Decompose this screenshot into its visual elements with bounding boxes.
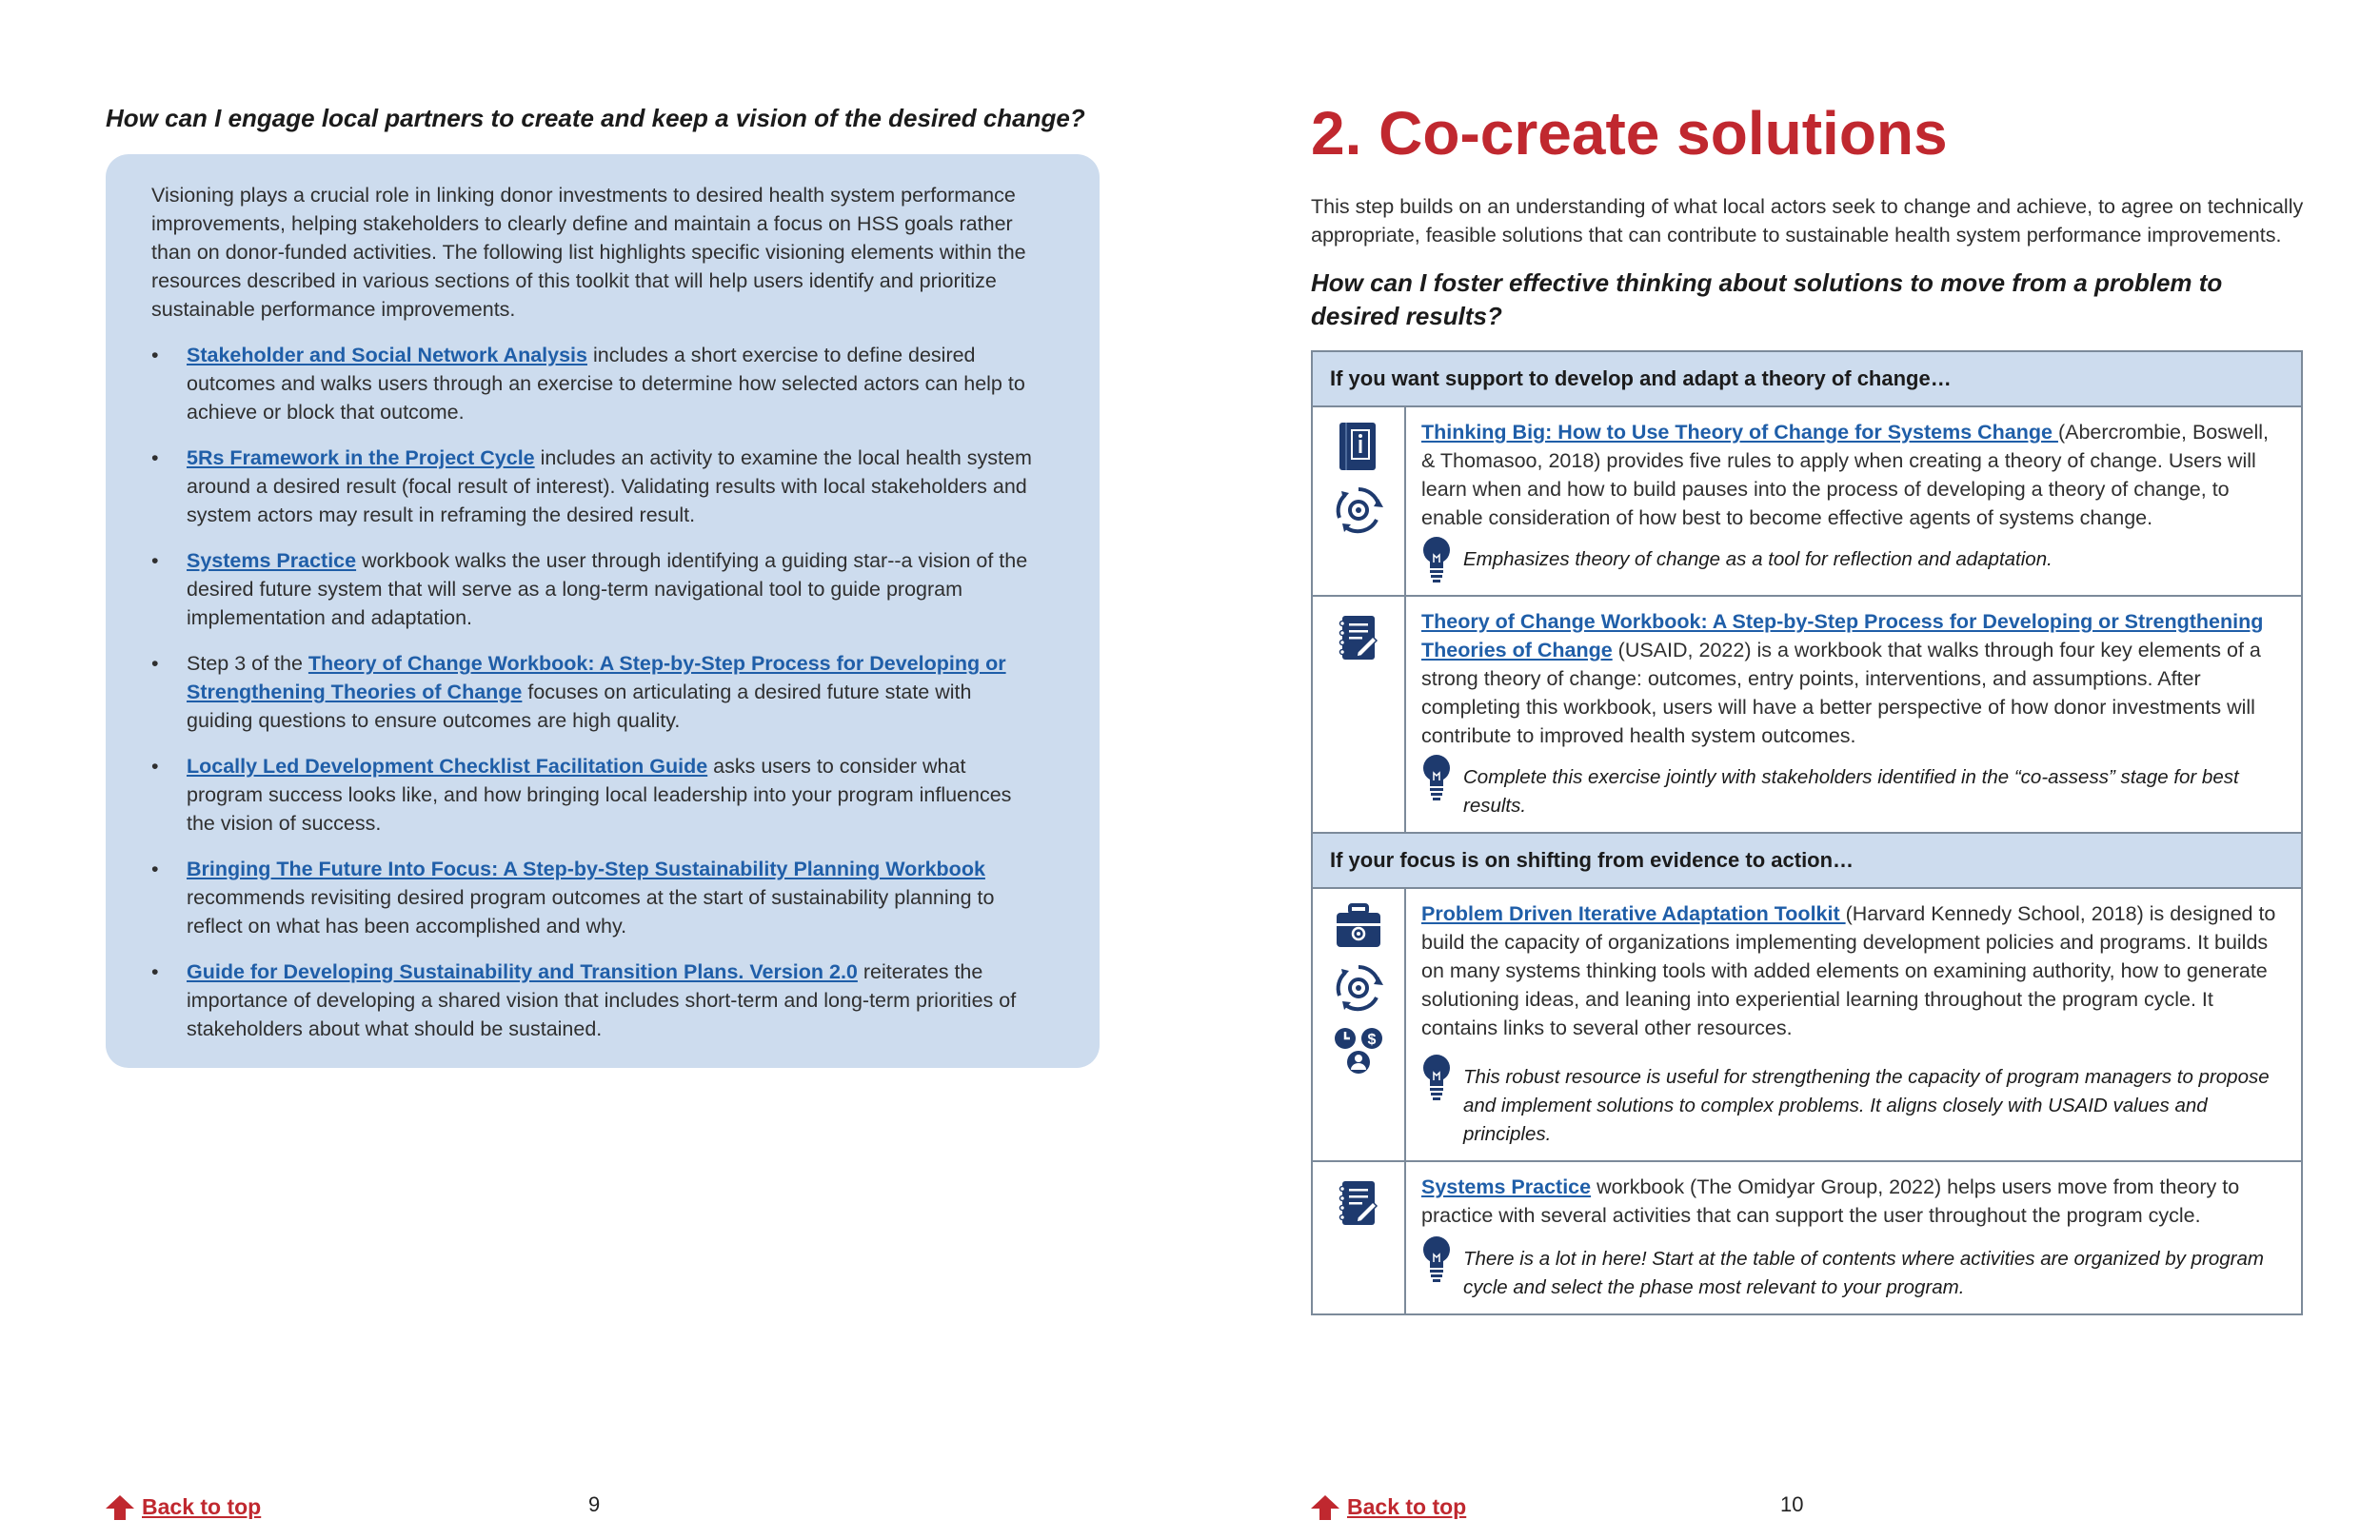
notebook-icon: [1337, 1177, 1380, 1229]
section-intro: This step builds on an understanding of what local actors seek to change and achieve, to agree on technically appropriate, feasible solutions that can contribute to sustainable health system performance improvements.: [1311, 195, 2304, 247]
svg-text:$: $: [1367, 1032, 1377, 1048]
systems-practice-link[interactable]: Systems Practice: [1421, 1175, 1592, 1198]
page-number: 10: [1780, 1492, 1804, 1516]
systems-cycle-icon: [1332, 484, 1385, 537]
list-item: • Locally Led Development Checklist Facilitation Guide asks users to consider what program success looks like, and how bringing local leadership into your program influences the vision of success.: [151, 755, 1012, 835]
resource-table: [1311, 350, 2303, 1315]
up-arrow-icon: [1311, 1495, 1339, 1520]
lightbulb-icon: [1421, 754, 1452, 801]
thinking-big-link[interactable]: Thinking Big: How to Use Theory of Change for Systems Change: [1421, 421, 2058, 444]
list-item: • 5Rs Framework in the Project Cycle includes an activity to examine the local health system around a desired result (focal result of interest). Validating results with local stakeholders and system actors may result in reframing the desired result.: [151, 446, 1032, 526]
systems-cycle-icon: [1332, 961, 1385, 1015]
notebook-icon: [1337, 612, 1380, 663]
future-into-focus-link[interactable]: Bringing The Future Into Focus: A Step-by-Step Sustainability Planning Workbook: [187, 858, 985, 880]
back-to-top-link[interactable]: Back to top: [106, 1494, 261, 1520]
visioning-panel: [106, 154, 1100, 1068]
table-row: Systems Practice workbook (The Omidyar Group, 2022) helps users move from theory to practice with several activities that can support the user throughout the program cycle. There is a lot in here! Start at the table of contents where activities are organized by program cycle and select the phase most relevant to your program.: [1312, 1161, 2302, 1314]
tip-callout: There is a lot in here! Start at the table of contents where activities are organized by program cycle and select the phase most relevant to your program.: [1421, 1239, 2284, 1302]
pdia-toolkit-link[interactable]: Problem Driven Iterative Adaptation Toolkit: [1421, 902, 1846, 925]
tip-callout: Complete this exercise jointly with stakeholders identified in the “co-assess” stage for best results.: [1421, 758, 2284, 820]
stakeholder-analysis-link[interactable]: Stakeholder and Social Network Analysis: [187, 344, 587, 366]
locally-led-checklist-link[interactable]: Locally Led Development Checklist Facilitation Guide: [187, 755, 708, 778]
lightbulb-icon: [1421, 536, 1452, 583]
toolbox-icon: [1335, 902, 1382, 950]
list-item: • Stakeholder and Social Network Analysis includes a short exercise to define desired outcomes and walks users through an exercise to determine how selected actors can help to achieve or block that outcome.: [151, 344, 1025, 424]
back-to-top-link[interactable]: Back to top: [1311, 1494, 1466, 1520]
lightbulb-icon: [1421, 1054, 1452, 1101]
section-heading: 2. Co-create solutions: [1311, 99, 1948, 168]
visioning-intro: Visioning plays a crucial role in linking donor investments to desired health system performance improvements, helping stakeholders to clearly define and maintain a focus on HSS goals rather than on donor-funded activities. The following list highlights specific visioning elements within the resources described in various sections of this toolkit that will help users identify and prioritize sustainable performance improvements.: [151, 184, 1026, 321]
table-section-header: If you want support to develop and adapt a theory of change…: [1312, 351, 2302, 406]
list-item: • Guide for Developing Sustainability and Transition Plans. Version 2.0 reiterates the importance of developing a shared vision that includes short-term and long-term priorities of stakeholders about what should be sustained.: [151, 960, 1017, 1040]
list-item: • Bringing The Future Into Focus: A Step-by-Step Sustainability Planning Workbook recommends revisiting desired program outcomes at the start of sustainability planning to reflect on what has been accomplished and why.: [151, 858, 995, 938]
systems-practice-link[interactable]: Systems Practice: [187, 549, 357, 572]
list-item: • Systems Practice workbook walks the user through identifying a guiding star--a vision of the desired future system that will serve as a long-term navigational tool to guide program implementation and adaptation.: [151, 549, 1028, 629]
visioning-resource-list: [151, 341, 1042, 1043]
solutions-question: How can I foster effective thinking about solutions to move from a problem to desired results?: [1311, 268, 2223, 330]
tip-callout: This robust resource is useful for strengthening the capacity of program managers to propose and implement solutions to complex problems. It aligns closely with USAID values and principles.: [1421, 1057, 2284, 1149]
page-number: 9: [588, 1492, 601, 1516]
5rs-framework-link[interactable]: 5Rs Framework in the Project Cycle: [187, 446, 535, 469]
table-row: $ Problem Driven Iterative Adaptation Toolkit (Harvard Kennedy School, 2018) is designed to build the capacity of organizations implementing development policies and programs. It builds on many systems thinking tools with added elements on examining authority, how to generate solutioning ideas, and leaning into experiential learning throughout the program cycle. It contains links to several other resources. This robust resource is useful for strengthening the capacity of program managers to propose and implement solutions to complex problems. It aligns closely with USAID values and principles.: [1312, 888, 2302, 1161]
tip-callout: Emphasizes theory of change as a tool for reflection and adaptation.: [1421, 540, 2284, 583]
theory-of-change-workbook-link[interactable]: Theory of Change Workbook: A Step-by-Step Process for Developing or Strengthening Theories of Change: [187, 652, 1006, 703]
visioning-question: How can I engage local partners to create and keep a vision of the desired change?: [106, 104, 1085, 132]
list-item: • Step 3 of the Theory of Change Workbook: A Step-by-Step Process for Developing or Strengthening Theories of Change focuses on articulating a desired future state with guiding questions to ensure outcomes are high quality.: [151, 652, 1006, 732]
time-money-people-icon: [1332, 1026, 1385, 1076]
up-arrow-icon: [106, 1495, 134, 1520]
lightbulb-icon: [1421, 1235, 1452, 1283]
theory-of-change-workbook-link[interactable]: Theory of Change Workbook: A Step-by-Step Process for Developing or Strengthening Theories of Change: [1421, 610, 2264, 661]
table-row: Theory of Change Workbook: A Step-by-Step Process for Developing or Strengthening Theories of Change (USAID, 2022) is a workbook that walks through four key elements of a strong theory of change: outcomes, entry points, interventions, and assumptions. After completing this workbook, users will have a better perspective of how donor investments will contribute to improved health system outcomes. Complete this exercise jointly with stakeholders identified in the “co-assess” stage for best results.: [1312, 596, 2302, 833]
info-book-icon: [1338, 421, 1379, 472]
table-row: Thinking Big: How to Use Theory of Change for Systems Change (Abercrombie, Boswell, & Thomasoo, 2018) provides five rules to apply when creating a theory of change. Users will learn when and how to build pauses into the process of developing a theory of change, to enable consideration of how best to become effective agents of systems change. Emphasizes theory of change as a tool for reflection and adaptation.: [1312, 406, 2302, 596]
right-page: [1190, 0, 2380, 1540]
sustainability-guide-link[interactable]: Guide for Developing Sustainability and Transition Plans. Version 2.0: [187, 960, 858, 983]
table-section-header: If your focus is on shifting from evidence to action…: [1312, 833, 2302, 888]
